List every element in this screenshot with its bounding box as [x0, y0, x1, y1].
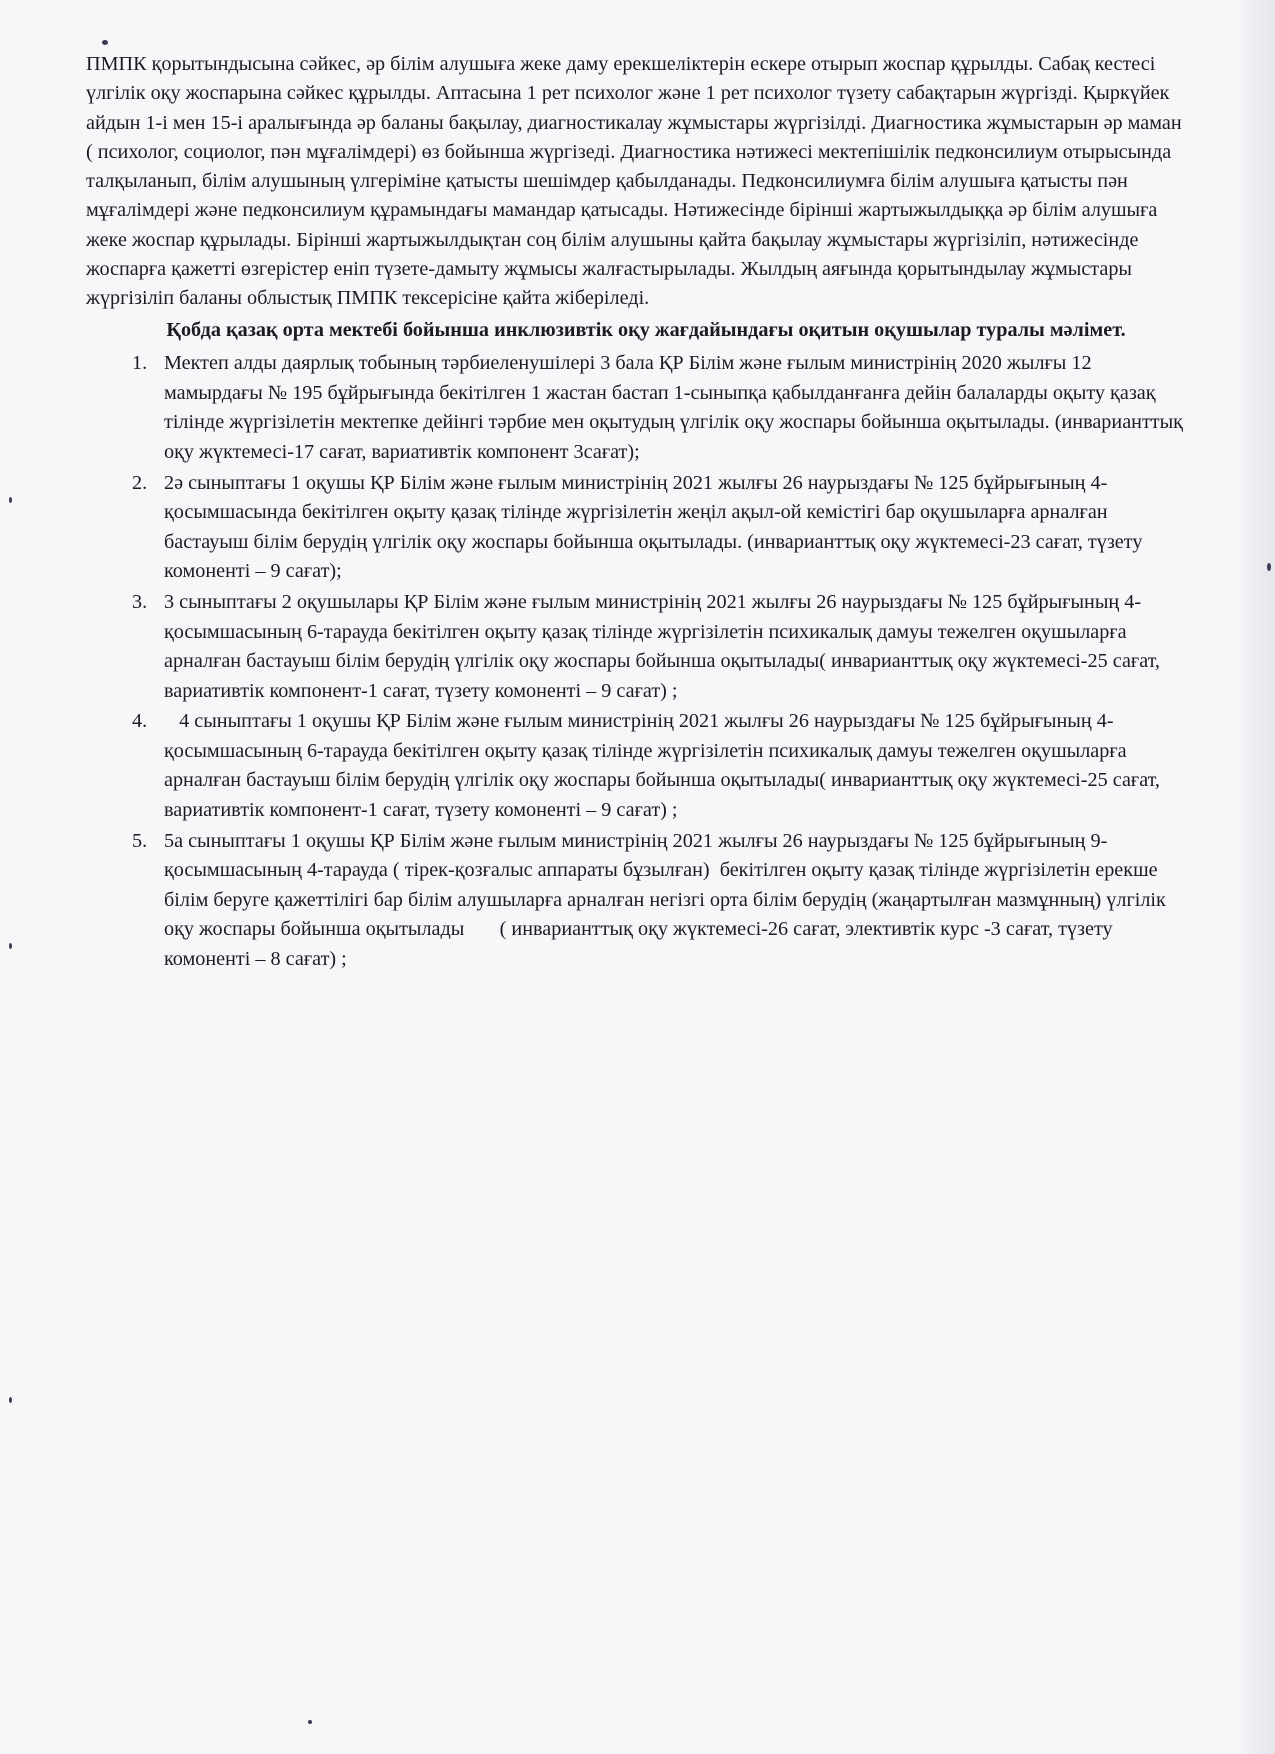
scan-speck: [9, 497, 12, 503]
list-item: [86, 469, 1186, 587]
list-item: [86, 707, 1186, 825]
scan-speck: [9, 943, 12, 949]
list-item-number: 3.: [132, 590, 148, 613]
list-item: [86, 588, 1186, 706]
scan-speck: [308, 1720, 312, 1724]
intro-paragraph: ПМПК қорытындысына сәйкес, әр білім алушыға жеке даму ерекшеліктерін ескере отырып жоспар құрылды. Сабақ кестесі үлгілік оқу жоспарына сәйкес құрылды. Аптасына 1 рет психолог және 1 рет психолог түзету сабақтарын жүргізді. Қыркүйек айдын 1-і мен 15-і аралығында әр баланы бақылау, диагностикалау жұмыстары жүргізілді. Диагностика жұмыстарын әр маман ( психолог, социолог, пән мұғалімдері) өз бойынша жүргізеді. Диагностика нәтижесі мектепішілік педконсилиум отырысында талқыланып, білім алушының үлгеріміне қатысты шешімдер қабылданады. Педконсилиумға білім алушыға қатысты пән мұғалімдері және педконсилиум құрамындағы мамандар қатысады. Нәтижесінде бірінші жартыжылдыққа әр білім алушыға жеке жоспар құрылады. Бірінші жартыжылдықтан соң білім алушыны қайта бақылау жұмыстары жүргізіліп, нәтижесінде жоспарға қажетті өзгерістер еніп түзете-дамыту жұмысы жалғастырылады. Жылдың аяғында қорытындылау жұмыстары жүргізіліп баланы облыстық ПМПК тексерісіне қайта жіберіледі.: [86, 53, 1182, 310]
scan-speck: [9, 1397, 12, 1403]
scan-speck: [1267, 563, 1271, 571]
list-item-text: 4 сыныптағы 1 оқушы ҚР Білім және ғылым министрінің 2021 жылғы 26 наурыздағы № 125 бұйрығының 4-қосымшасының 6-тарауда бекітілген оқыту қазақ тілінде жүргізілетін психикалық дамуы тежелген оқушыларға арналған бастауыш білім берудің үлгілік оқу жоспары бойынша оқытылады( инварианттық оқу жүктемесі-25 сағат, вариативтік компонент-1 сағат, түзету комоненті – 9 сағат) ;: [164, 710, 1166, 822]
section-heading: Қобда қазақ орта мектебі бойынша инклюзивтік оқу жағдайындағы оқитын оқушылар туралы мәлімет.: [166, 318, 1126, 341]
list-item-text: Мектеп алды даярлық тобының тәрбиеленушілері 3 бала ҚР Білім және ғылым министрінің 2020 жылғы 12 мамырдағы № 195 бұйрығында бекітілген 1 жастан бастап 1-сыныпқа қабылданғанға дейін балаларды оқыту қазақ тілінде жүргізілетін мектепке дейінгі тәрбие мен оқытудың үлгілік оқу жоспары бойынша оқытылады. (инварианттық оқу жүктемесі-17 сағат, вариативтік компонент 3сағат);: [164, 352, 1183, 463]
list-item-number: 4.: [132, 710, 148, 733]
scan-speck: [102, 40, 108, 45]
list-item-text: 3 сыныптағы 2 оқушылары ҚР Білім және ғылым министрінің 2021 жылғы 26 наурыздағы № 125 бұйрығының 4-қосымшасының 6-тарауда бекітілген оқыту қазақ тілінде жүргізілетін психикалық дамуы тежелген оқушыларға арналған бастауыш білім берудің үлгілік оқу жоспары бойынша оқытылады( инварианттық оқу жүктемесі-25 сағат, вариативтік компонент-1 сағат, түзету комоненті – 9 сағат) ;: [164, 590, 1160, 702]
list-item-number: 5.: [132, 829, 148, 852]
list-item-text: 2ә сыныптағы 1 оқушы ҚР Білім және ғылым министрінің 2021 жылғы 26 наурыздағы № 125 бұйрығының 4-қосымшасында бекітілген оқыту қазақ тілінде жүргізілетін жеңіл ақыл-ой кемістігі бар оқушыларға арналған бастауыш білім берудің үлгілік оқу жоспары бойынша оқытылады. (инварианттық оқу жүктемесі-23 сағат, түзету комоненті – 9 сағат);: [164, 471, 1143, 583]
document-body: [86, 50, 1186, 976]
list-item-number: 1.: [132, 352, 148, 375]
page-edge-shadow: [1241, 0, 1275, 1754]
list-item: [86, 827, 1186, 975]
numbered-list: [86, 349, 1186, 974]
list-item: [86, 349, 1186, 467]
list-item-text: 5а сыныптағы 1 оқушы ҚР Білім және ғылым министрінің 2021 жылғы 26 наурыздағы № 125 бұйрығының 9-қосымшасының 4-тарауда ( тірек-қозғалыс аппараты бұзылған) бекітілген оқыту қазақ тілінде жүргізілетін ерекше білім беруге қажеттілігі бар білім алушыларға арналған негізгі орта білім берудің (жаңартылған мазмұнның) үлгілік оқу жоспары бойынша оқытылады ( инварианттық оқу жүктемесі-26 сағат, элективтік курс -3 сағат, түзету комоненті – 8 сағат) ;: [164, 829, 1171, 971]
list-item-number: 2.: [132, 471, 148, 494]
